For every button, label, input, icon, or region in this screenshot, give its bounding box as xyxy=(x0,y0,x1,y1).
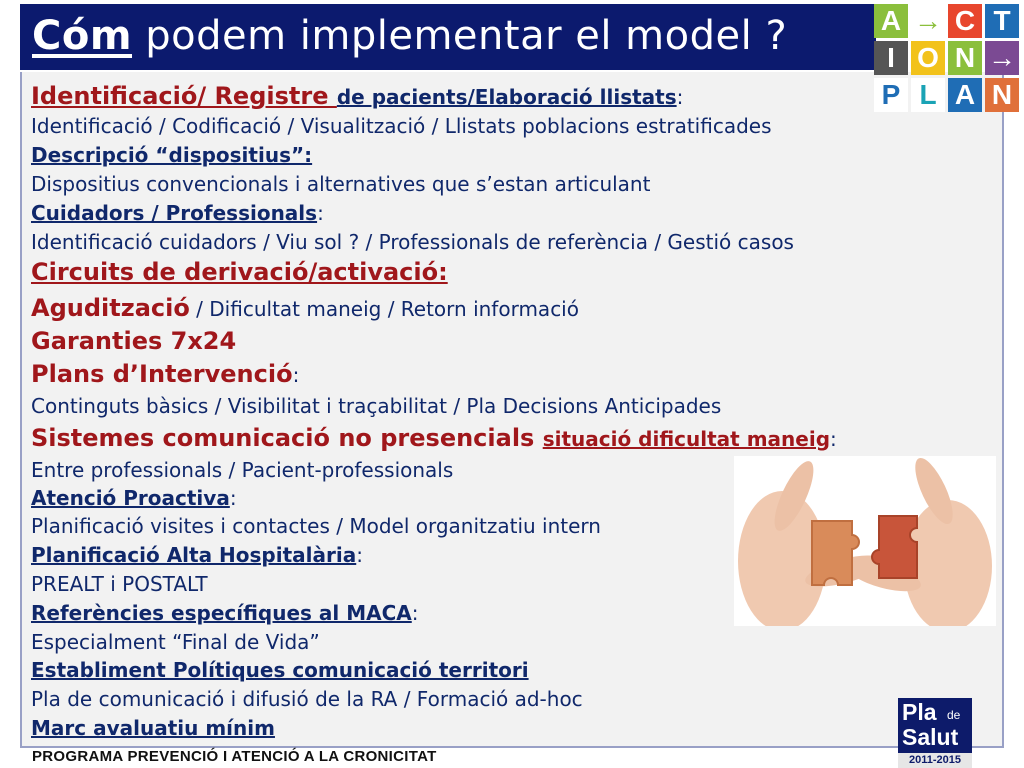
content-text: Marc avaluatiu mínim xyxy=(31,716,275,740)
content-line xyxy=(31,230,794,254)
content-line xyxy=(31,201,324,225)
content-line xyxy=(31,82,683,110)
content-line xyxy=(31,394,721,418)
pla-logo-years: 2011-2015 xyxy=(898,753,972,768)
logo-cell: L xyxy=(911,78,945,112)
puzzle-piece-left xyxy=(812,521,859,585)
puzzle-hands-image xyxy=(734,456,996,626)
content-line xyxy=(31,572,208,596)
content-line xyxy=(31,543,363,567)
content-text: Circuits de derivació/activació: xyxy=(31,258,448,286)
content-text: Plans d’Intervenció xyxy=(31,360,293,388)
slide-title xyxy=(32,13,787,59)
content-text: Dispositius convencionals i alternatives que s’estan articulant xyxy=(31,172,651,196)
content-text: Cuidadors / Professionals xyxy=(31,201,318,225)
content-text: : xyxy=(317,201,324,225)
content-line xyxy=(31,630,320,654)
content-text: Planificació visites i contactes / Model organitzatiu intern xyxy=(31,514,601,538)
content-text: Identificació / Codificació / Visualització / Llistats poblacions estratificades xyxy=(31,114,772,138)
content-text: : xyxy=(830,427,837,451)
content-text: Planificació Alta Hospitalària xyxy=(31,543,357,567)
puzzle-piece-right xyxy=(872,516,917,578)
content-text: Entre professionals / Pacient-professionals xyxy=(31,458,454,482)
content-line xyxy=(31,258,448,286)
content-line xyxy=(31,172,650,196)
footer-program: PROGRAMA PREVENCIÓ I ATENCIÓ A LA CRONICITAT xyxy=(32,748,437,765)
logo-cell: P xyxy=(874,78,908,112)
logo-cell: N xyxy=(948,41,982,75)
title-underlined: Cóm xyxy=(32,13,133,59)
content-text: Continguts bàsics / Visibilitat i traçabilitat / Pla Decisions Anticipades xyxy=(31,394,722,418)
content-text: situació dificultat maneig xyxy=(542,427,831,451)
content-text: Identificació cuidadors / Viu sol ? / Professionals de referència / Gestió casos xyxy=(31,230,794,254)
content-text: Sistemes comunicació no presencials xyxy=(31,424,543,452)
content-text: / Dificultat maneig / Retorn informació xyxy=(189,297,579,321)
content-text: : xyxy=(676,85,684,109)
content-text: : xyxy=(411,601,419,625)
content-line xyxy=(31,294,579,322)
content-line xyxy=(31,424,837,452)
content-line xyxy=(31,658,529,682)
action-plan-logo xyxy=(874,4,1020,116)
content-text: Pla de comunicació i difusió de la RA / Formació ad-hoc xyxy=(31,687,583,711)
content-line xyxy=(31,687,583,711)
logo-cell: → xyxy=(985,41,1019,75)
logo-cell: → xyxy=(911,4,945,38)
pla-logo-de: de xyxy=(947,708,961,722)
content-text: Agudització xyxy=(31,294,190,322)
pla-logo-line1: Pla xyxy=(902,699,937,725)
content-text: de pacients/Elaboració llistats xyxy=(336,85,677,109)
content-line xyxy=(31,486,237,510)
title-bar xyxy=(20,4,876,70)
content-text: PREALT i POSTALT xyxy=(31,572,208,596)
content-text: Descripció “dispositius”: xyxy=(31,143,313,167)
content-line xyxy=(31,458,453,482)
content-text: Especialment “Final de Vida” xyxy=(31,630,320,654)
pla-de-salut-logo xyxy=(898,698,972,768)
content-line xyxy=(31,360,299,388)
content-text: : xyxy=(292,363,300,387)
content-text: Referències específiques al MACA xyxy=(31,601,412,625)
logo-cell: A xyxy=(874,4,908,38)
content-text: Garanties 7x24 xyxy=(31,327,237,355)
content-text: : xyxy=(356,543,363,567)
content-line xyxy=(31,143,312,167)
content-text: Establiment Polítiques comunicació territori xyxy=(31,658,529,682)
pla-logo-line2: Salut xyxy=(902,724,959,750)
title-rest: podem implementar el model ? xyxy=(132,13,788,59)
content-line xyxy=(31,716,275,740)
content-text: : xyxy=(229,486,237,510)
logo-cell: O xyxy=(911,41,945,75)
logo-cell: N xyxy=(985,78,1019,112)
logo-cell: C xyxy=(948,4,982,38)
logo-cell: T xyxy=(985,4,1019,38)
content-line xyxy=(31,601,419,625)
content-line xyxy=(31,327,236,355)
content-text: Identificació/ Registre xyxy=(31,82,337,110)
content-line xyxy=(31,114,772,138)
logo-cell: A xyxy=(948,78,982,112)
logo-cell: I xyxy=(874,41,908,75)
content-line xyxy=(31,514,601,538)
content-text: Atenció Proactiva xyxy=(31,486,230,510)
